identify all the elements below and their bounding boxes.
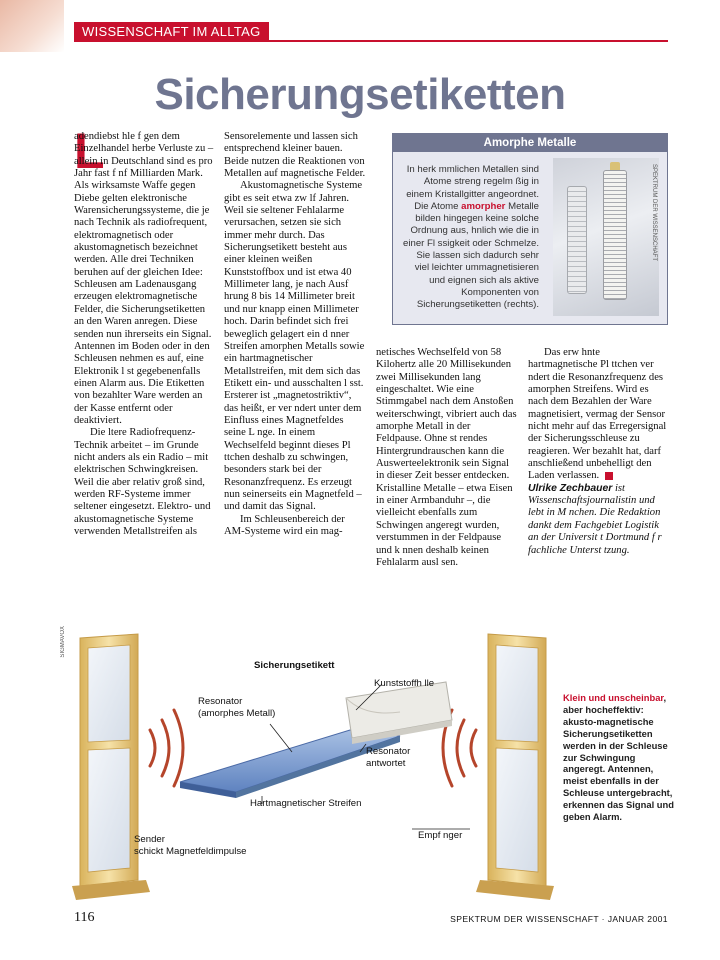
figure-credit: SIGMAVOX <box>60 626 66 658</box>
label-empfaenger: Empf nger <box>418 830 463 841</box>
author-bio: ist Wissenschaftsjournalistin und lebt in M nchen. Die Redaktion dankt dem Fachgebiet Logistik an der Universit t Dortmund f r fachliche Unterst tzung. <box>528 482 662 556</box>
article-column-3 <box>376 347 518 569</box>
paragraph: Sensorelemente und lassen sich entsprechend kleiner bauen. Beide nutzen die Reaktionen von Metallen auf magnetische Felder. <box>224 131 366 180</box>
label-resonator: Resonator (amorphes Metall) <box>198 696 276 719</box>
security-tag-image <box>603 170 627 300</box>
figure-caption <box>563 692 679 823</box>
sender-gate <box>72 634 150 900</box>
article-column-1 <box>74 131 216 538</box>
caption-highlight: Klein und unscheinbar <box>563 692 664 703</box>
paragraph <box>528 347 668 483</box>
paragraph: adendiebst hle f gen dem Einzelhandel herbe Verluste zu – allein in Deutschland sind es pro Jahr fast f nf Milliarden Mark. Als wirksamste Waffe gegen Diebe gelten elektronische Warensicherungssysteme, die je nach Technik als radiofrequent, elektromagnetisch oder akustomagnetisch bezeichnet werden. Alle drei Techniken beruhen auf der gleichen Idee: Schleusen am Ladenausgang erzeugen elektromagnetische Felder, die Sicherungsetiketten an den Waren anregen. Diese senden nun ihrerseits ein Signal. Antennen im Boden oder in den Schleusen nehmen es auf, eine Elektronik l st gegebenenfalls einen Alarm aus. Die Etiketten von bezahlter Ware werden an der Kasse entfernt oder deaktiviert. <box>74 131 214 426</box>
receiver-gate <box>476 634 554 900</box>
caption-text: , aber hocheffektiv: akusto-magnetische Sicherungsetiketten werden in der Schleuse zur Schwingung angeregt. Antennen, meist ebenfalls in der Schleuse untergebracht, erkennen das Signal und geben Alarm. <box>563 692 674 823</box>
end-mark-icon <box>605 472 613 480</box>
security-tag-image <box>567 186 587 294</box>
paragraph: Im Schleusenbereich der AM-Systeme wird ein mag- <box>224 513 345 537</box>
label-kunststoffhuelle: Kunststoffh lle <box>374 678 435 689</box>
paragraph: Akustomagnetische Systeme gibt es seit etwa zw lf Jahren. Weil sie seltener Fehlalarme verursachen, setzen sie sich immer mehr durch. Das Sicherungsetikett besteht aus einer kleinen weißen Kunststoffbox und ist etwa 40 Millimeter lang, je nach Ausf hrung 8 bis 14 Millimeter breit und nur knapp einen Millimeter hoch. Darin befindet sich frei beweglich gelagert ein d nner Streifen amorphen Metalls sowie ein hartmagnetischer Metallstreifen, mit dem sich das Etikett ein- und ausschalten l sst. Ersterer ist „magnetostriktiv“, das heißt, er ver ndert unter dem Einfluss eines Magnetfeldes seine L nge. In einem Wechselfeld beginnt dieses Pl ttchen deshalb zu schwingen, besonders stark bei der Resonanzfrequenz. Es erzeugt nun seinerseits ein Magnetfeld – und damit das Signal. <box>224 180 365 513</box>
info-box-highlight: amorpher <box>461 200 506 212</box>
paragraph: netisches Wechselfeld von 58 Kilohertz alle 20 Millisekunden zwei Millisekunden lang eingeschaltet. Wie eine Stimmgabel nach dem Anstoßen weiterschwingt, vibriert auch das amorphe Metall in der Feldpause. Ohne st rendes Hintergrundrauschen kann die Auswerteelektronik sein Signal in dieser Zeit besser entdecken. Kristalline Metalle – etwa Eisen in einer Armbanduhr –, die vielleicht ebenfalls zum Schwingen angeregt wurden, verstummen in der Feldpause und k nnen deshalb keinen Fehlalarm ausl sen. <box>376 347 517 568</box>
sender-waves <box>150 710 183 786</box>
info-box-text-part: Metalle bilden hingegen keine solche Ordnung aus, hnlich wie die in einer Fl ssigkeit oder Schmelze. Sie lassen sich dadurch sehr viel leichter ummagnetisieren und eignen sich als aktive Komponenten von Sicherungsetiketten (rechts). <box>403 200 539 311</box>
paragraph-text: Das erw hnte hartmagnetische Pl ttchen ver ndert die Resonanzfrequenz des amorphen Streifens. Wird es nach dem Bezahlen der Ware magnetisiert, vermag der Sensor nicht mehr auf das Erregersignal der Sicherungsschleuse zu reagieren. Wer bezahlt hat, darf anschließend unbehelligt den Laden verlassen. <box>528 347 667 482</box>
article-column-2 <box>224 131 366 538</box>
article-column-4 <box>528 347 668 557</box>
security-tags-photo <box>553 158 659 316</box>
info-box-title: Amorphe Metalle <box>393 134 667 152</box>
paragraph: Die ltere Radiofrequenz-Technik arbeitet – im Grunde nicht anders als ein Radio – mit elektrischen Schwingkreisen. Weil die aber relativ groß sind, werden RF-Systeme immer seltener eingesetzt. Elektro- und akustomagnetische Systeme verwenden Metallstreifen als <box>74 427 211 537</box>
info-box-text-part: In herk mmlichen Metallen sind Atome streng regelm ßig in einem Kristallgitter angeordnet. Die Atome <box>406 164 539 212</box>
info-box-amorphe-metalle <box>392 133 668 325</box>
page-title: Sicherungsetiketten <box>154 70 566 119</box>
label-sender: Sender schickt Magnetfeldimpulse <box>134 834 247 857</box>
drop-cap: L <box>74 123 105 179</box>
section-tag: WISSENSCHAFT IM ALLTAG <box>74 22 269 42</box>
info-box-text <box>401 164 539 312</box>
header-rule <box>74 40 668 42</box>
footer-reference: SPEKTRUM DER WISSENSCHAFT · JANUAR 2001 <box>450 914 668 924</box>
label-resonator-antwortet: Resonator antwortet <box>366 746 411 769</box>
photo-credit: SPEKTRUM DER WISSENSCHAFT <box>651 164 657 262</box>
label-sicherungsetikett: Sicherungsetikett <box>254 660 335 671</box>
author-note <box>528 483 668 557</box>
author-name: Ulrike Zechbauer <box>528 482 613 494</box>
page-number: 116 <box>74 910 95 925</box>
label-hartmagnetischer-streifen: Hartmagnetischer Streifen <box>250 798 362 809</box>
corner-decoration <box>0 0 64 52</box>
